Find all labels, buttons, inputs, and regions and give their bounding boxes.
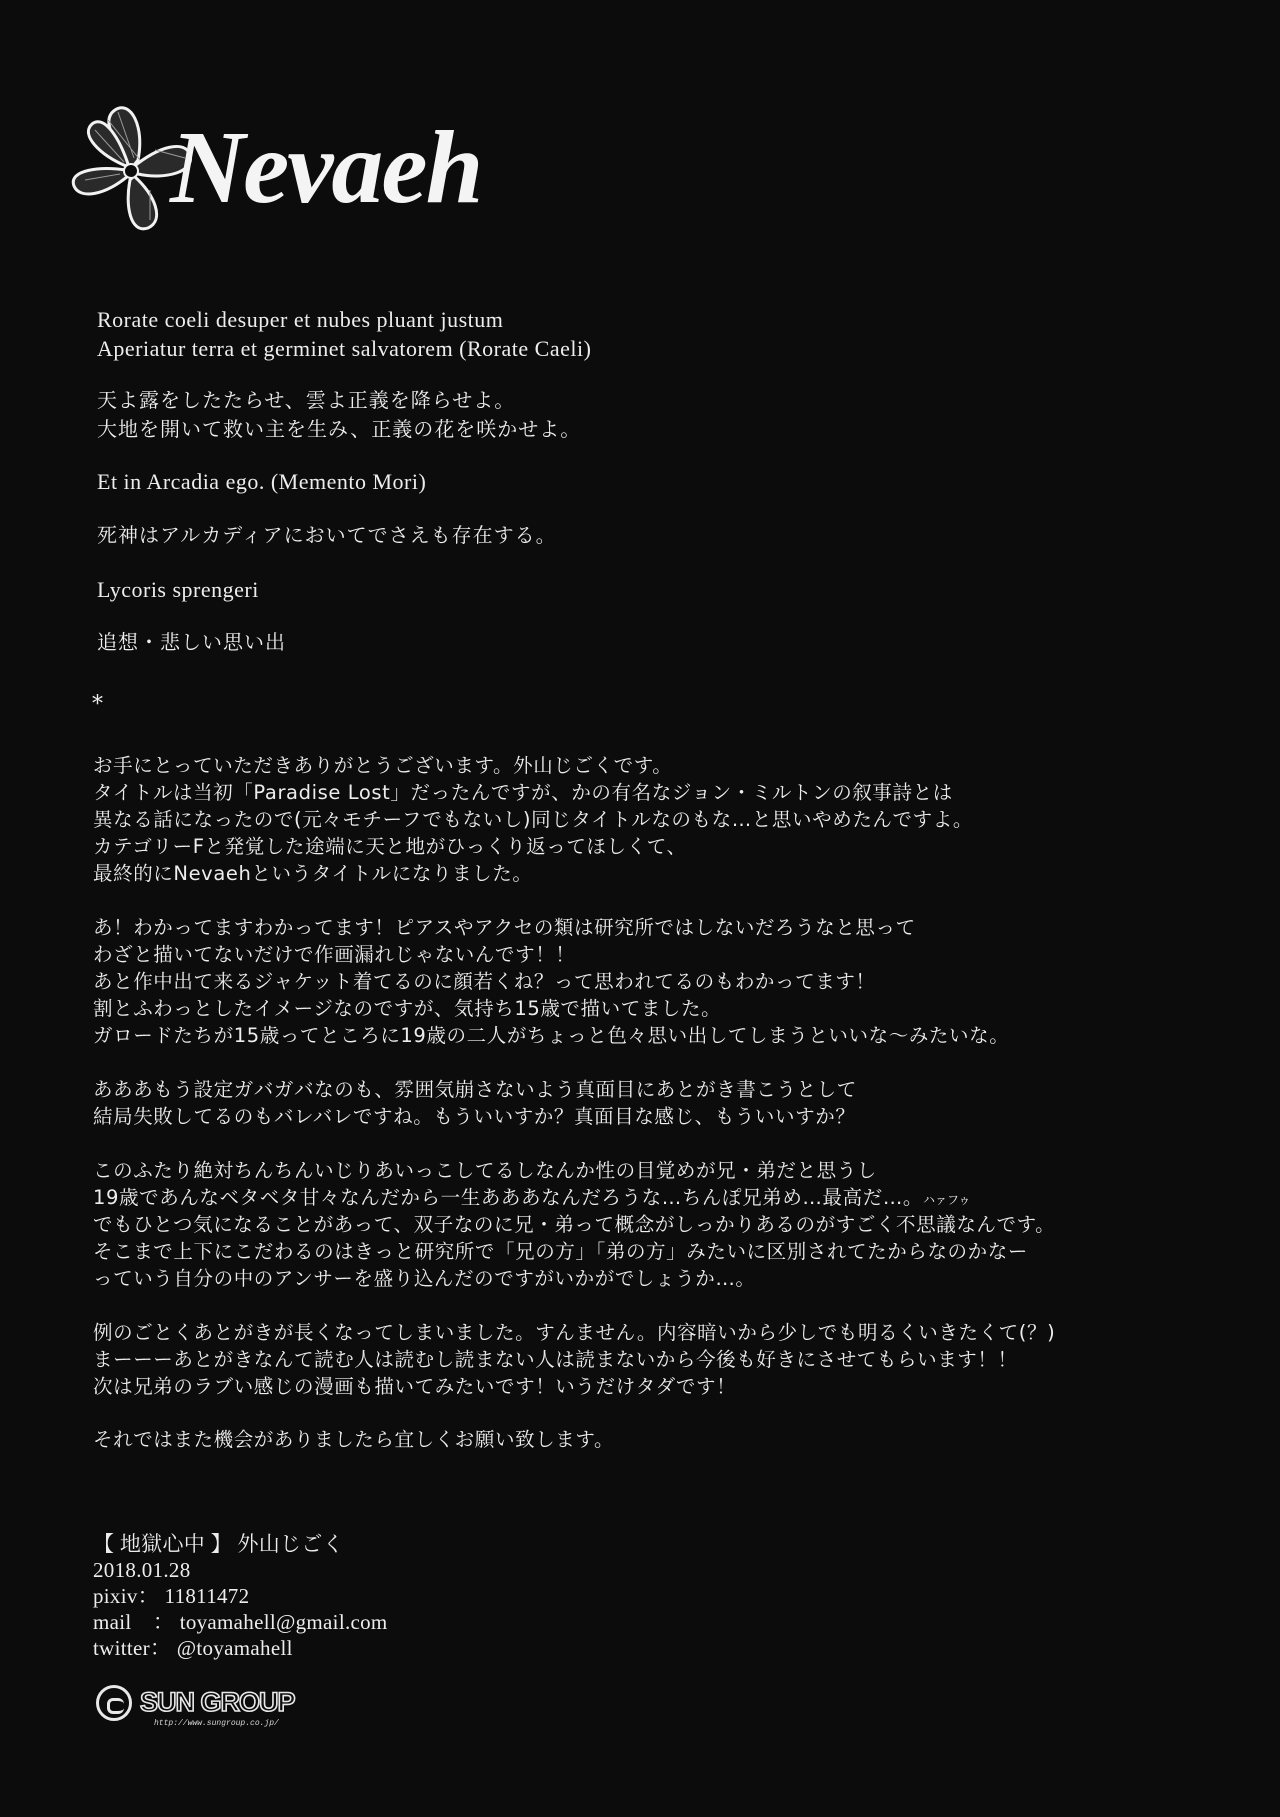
text-line: それではまた機会がありましたら宜しくお願い致します。 [93, 1428, 615, 1451]
sungroup-logo [96, 1683, 326, 1733]
sungroup-mark-inner [107, 1698, 124, 1714]
paragraph-1 [93, 752, 1213, 887]
sungroup-name: SUN GROUP [140, 1687, 295, 1717]
pixiv-label: pixiv： [93, 1584, 159, 1608]
text-line: ガロードたちが15歳ってところに19歳の二人がちょっと色々思い出してしまうといいな～みたいな。 [93, 1024, 1010, 1047]
latin-quote [97, 305, 591, 363]
text-line-main: 19歳であんなベタベタ甘々なんだから一生あああなんだろうな…ちんぽ兄弟め…最高だ…。 [93, 1186, 924, 1209]
mail-label: mail ： [93, 1610, 175, 1634]
sungroup-url: http://www.sungroup.co.jp/ [154, 1719, 279, 1728]
twitter-label: twitter： [93, 1636, 172, 1660]
mail-address: toyamahell@gmail.com [179, 1610, 388, 1634]
text-line: そこまで上下にこだわるのはきっと研究所で「兄の方」「弟の方」みたいに区別されてたからなのかなー [93, 1240, 1028, 1263]
text-line: 異なる話になったので(元々モチーフでもないし)同じタイトルなのもな…と思いやめたんですよ。 [93, 808, 973, 831]
logo-title: Nevaeh [170, 110, 482, 225]
paragraph-6 [93, 1426, 1213, 1453]
arcadia-translation: 死神はアルカディアにおいてでさえも存在する。 [97, 523, 557, 547]
text-line: あと作中出て来るジャケット着てるのに顔若くね？って思われてるのもわかってます！ [93, 970, 876, 993]
text-line: カテゴリーFと発覚した途端に天と地がひっくり返ってほしくて、 [93, 835, 687, 858]
text-line [93, 1184, 1213, 1211]
lycoris-meaning: 追想・悲しい思い出 [97, 630, 286, 654]
sungroup-mark-icon [96, 1685, 132, 1721]
paragraph-3 [93, 1076, 1213, 1130]
release-date: 2018.01.28 [93, 1558, 191, 1582]
mail-row [93, 1609, 388, 1635]
text-line: 最終的にNevaehというタイトルになりました。 [93, 862, 533, 885]
paragraph-4 [93, 1157, 1213, 1292]
jp-line: 大地を開いて救い主を生み、正義の花を咲かせよ。 [97, 417, 582, 441]
text-line: まーーーあとがきなんて読む人は読むし読まない人は読まないから今後も好きにさせてもらいます！！ [93, 1348, 1018, 1371]
author-info [93, 1531, 388, 1661]
separator: * [92, 692, 103, 717]
text-line: っていう自分の中のアンサーを盛り込んだのですがいかがでしょうか…。 [93, 1267, 756, 1290]
twitter-handle: @toyamahell [176, 1636, 293, 1660]
text-line: このふたり絶対ちんちんいじりあいっこしてるしなんか性の目覚めが兄・弟だと思うし [93, 1159, 877, 1182]
text-line: あああもう設定ガバガバなのも、雰囲気崩さないよう真面目にあとがき書こうとして [93, 1078, 857, 1101]
pixiv-row [93, 1583, 388, 1609]
text-line: でもひとつ気になることがあって、双子なのに兄・弟って概念がしっかりあるのがすごく不思議なんです。 [93, 1213, 1056, 1236]
latin-line: Aperiatur terra et germinet salvatorem (Rorate Caeli) [97, 336, 592, 361]
text-line: あ！わかってますわかってます！ピアスやアクセの類は研究所ではしないだろうなと思って [93, 916, 916, 939]
jp-quote [97, 386, 581, 444]
twitter-row [93, 1635, 388, 1661]
paragraph-2 [93, 914, 1213, 1049]
text-line: タイトルは当初「Paradise Lost」だったんですが、かの有名なジョン・ミルトンの叙事詩とは [93, 781, 953, 804]
text-line: お手にとっていただきありがとうございます。外山じごくです。 [93, 754, 673, 777]
latin-line: Rorate coeli desuper et nubes pluant justum [97, 307, 504, 332]
text-line: わざと描いてないだけで作画漏れじゃないんです！！ [93, 943, 576, 966]
text-line: 結局失敗してるのもバレバレですね。もういいすか？真面目な感じ、もういいすか？ [93, 1105, 856, 1128]
text-line: 例のごとくあとがきが長くなってしまいました。すんません。内容暗いから少しでも明るくいきたくて(？) [93, 1321, 1056, 1344]
breath-sound: ハァフゥ [923, 1193, 971, 1207]
text-line: 次は兄弟のラブい感じの漫画も描いてみたいです！いうだけタダです！ [93, 1375, 737, 1398]
arcadia-quote: Et in Arcadia ego. (Memento Mori) [97, 469, 427, 494]
circle-name: 【 地獄心中 】 外山じごく [93, 1532, 344, 1556]
paragraph-5 [93, 1319, 1213, 1400]
pixiv-id: 11811472 [164, 1584, 250, 1608]
lycoris-name: Lycoris sprengeri [97, 577, 259, 602]
nevaeh-logo [60, 100, 490, 240]
text-line: 割とふわっとしたイメージなのですが、気持ち15歳で描いてました。 [93, 997, 722, 1020]
jp-line: 天よ露をしたたらせ、雲よ正義を降らせよ。 [97, 388, 516, 412]
